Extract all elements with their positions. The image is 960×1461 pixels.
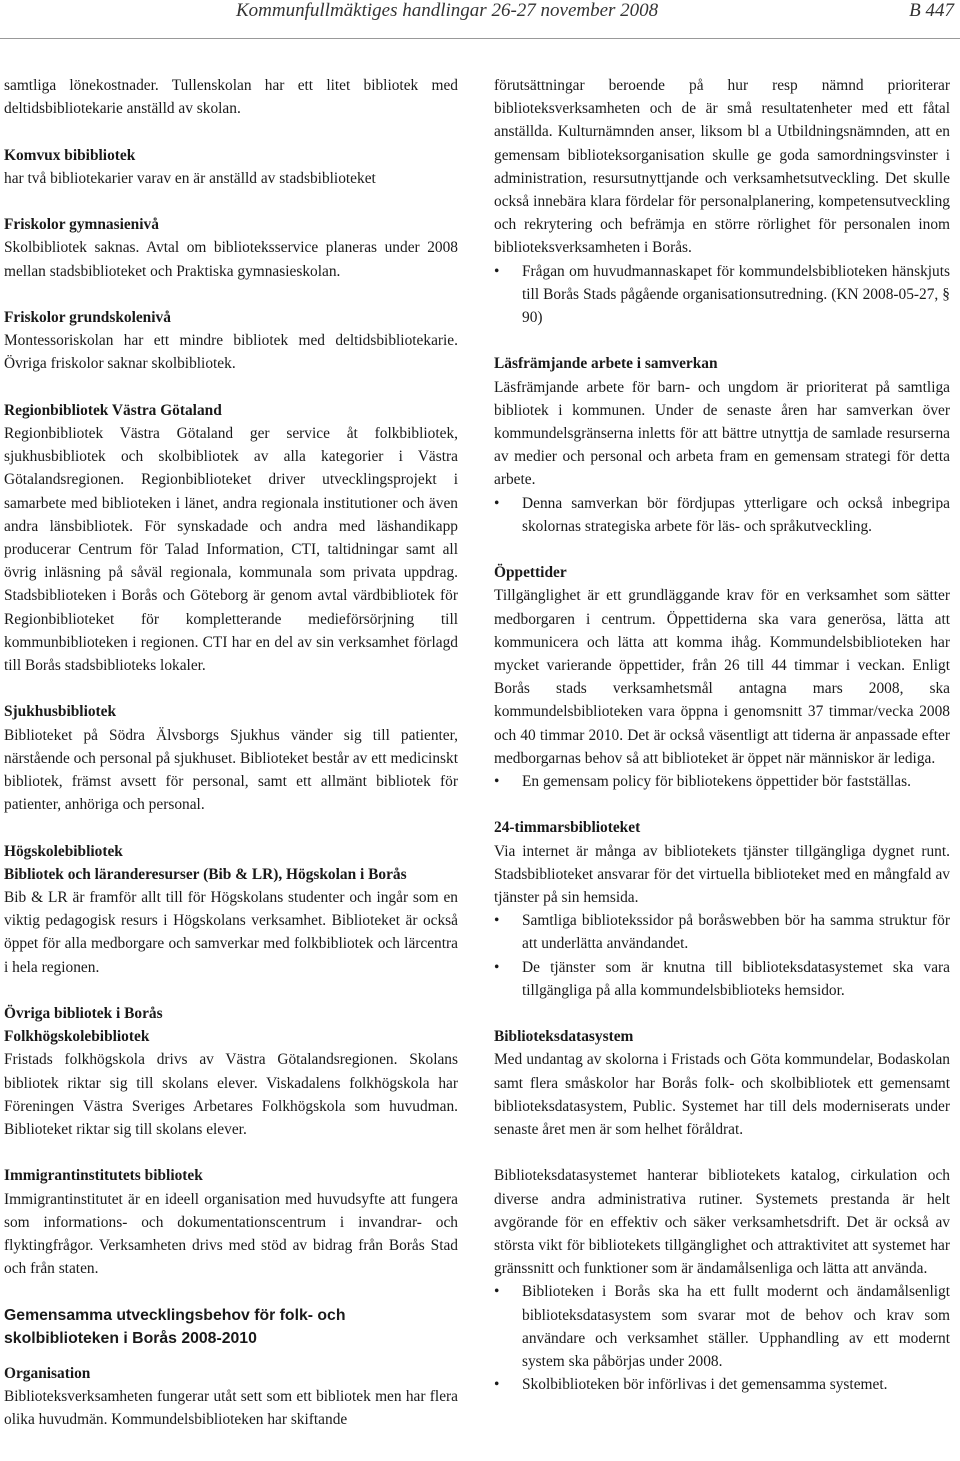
list-item: • Frågan om huvudmannaskapet för kommundelsbiblioteken hänskjuts till Borås Stads pågående organisationsutredning. (KN 2008-05-27, § 90) <box>494 260 950 330</box>
dygnet-runt-paragraph: Via internet är många av bibliotekets tjänster tillgängliga dygnet runt. Stadsbiblioteket ansvarar för det virtuella biblioteket med en mångfald av tjänster på sin hemsida. <box>494 842 950 907</box>
gymnasium-paragraph: Skolbibliotek saknas. Avtal om biblioteksservice planeras under 2008 mellan stadsbiblioteket och Praktiska gymnasieskolan. <box>4 239 458 280</box>
immigrant-heading: Immigrantinstitutets bibliotek <box>4 1167 203 1185</box>
bullet-list <box>494 1280 950 1396</box>
immigrant-paragraph: Immigrantinstitutet är en ideell organisation med huvudsyfte att fungera som informations- och dokumentationscentrum i invandrar- och flyktingfrågor. Verksamheten drivs med stöd av bidrag från Borås Stad och från staten. <box>4 1190 458 1278</box>
oppettider-heading: Öppettider <box>494 564 567 582</box>
bullet-list <box>494 492 950 538</box>
lasframjande-heading: Läsfrämjande arbete i samverkan <box>494 355 718 373</box>
dygnet-runt-heading: 24-timmarsbiblioteket <box>494 819 641 837</box>
oppettider-paragraph: Tillgänglighet är ett grundläggande krav för en verksamhet som sätter medborgaren i centrum. Öppettiderna ska vara generösa, lätta att kommunicera och lätta att komma ihåg. Kommundelsbiblioteken har mycket varierande öppettider, från 26 till 44 timmar i veckan. Enligt Borås stads verksamhetsmål antagna mars 2008, ska kommundelsbiblioteken vara öppna i genomsnitt 37 timmar/vecka 2008 och 40 timmar 2010. Det är också väsentligt att tiderna är anpassade efter medborgarnas behov så att biblioteket är öppet när människor är lediga. <box>494 587 950 767</box>
grundskola-paragraph: Montessoriskolan har ett mindre bibliotek med deltidsbibliotekarie. Övriga friskolor saknar skolbibliotek. <box>4 332 458 373</box>
continued-paragraph: förutsättningar beroende på hur resp nämnd prioriterar biblioteksverksamheten och de är små resultatenheter med ett fåtal anställda. Kulturnämnden anser, liksom bl a Utbildningsnämnden, att en gemensam biblioteksorganisation skulle ge goda samordningsvinster i administration, resursutnyttjande och verksamhetsutveckling. Det skulle också innebära klara fördelar för personalplanering, kompetensutveckling och rekrytering och befrämja en större rörlighet för personalen inom biblioteksverksamheten i Borås. <box>494 77 950 257</box>
list-item: • Biblioteken i Borås ska ha ett fullt modernt och ändamålsenligt biblioteksdatasystem som svarar mot de behov och krav som användare och verksamhet ställer. Upphandling av ett modernt system ska påbörjas under 2008. <box>494 1280 950 1373</box>
sjukhus-paragraph: Biblioteket på Södra Älvsborgs Sjukhus vänder sig till patienter, närstående och personal på sjukhuset. Biblioteket består av ett medicinskt bibliotek, främst avsett för personal, samt ett allmänt bibliotek för patienter, anhöriga och personal. <box>4 726 458 814</box>
list-item: • Samtliga bibliotekssidor på boråswebben bör ha samma struktur för att underlätta användandet. <box>494 909 950 955</box>
bullet-list <box>494 909 950 1002</box>
folkhogskola-heading: Folkhögskolebibliotek <box>4 1028 150 1046</box>
intro-paragraph: samtliga lönekostnader. Tullenskolan har ett litet bibliotek med deltidsbibliotekarie anställd av skolan. <box>4 77 458 118</box>
region-heading: Regionbibliotek Västra Götaland <box>4 401 222 419</box>
list-item: • En gemensam policy för bibliotekens öppettider bör fastställas. <box>494 770 950 793</box>
organisation-heading: Organisation <box>4 1364 91 1382</box>
region-paragraph: Regionbibliotek Västra Götaland ger service åt folkbibliotek, sjukhusbibliotek och skolbibliotek av alla kategorier i Västra Götalandsregionen. Regionbiblioteket driver utvecklingsprojekt i samarbete med biblioteken i länet, andra regionala institutioner och även andra länsbibliotek. För synskadade och andra med läshandikapp producerar Centrum för Talad Information, CTI, taltidningar samt all övrig inläsning på såväl regionala, kommunala som privata uppdrag. Stadsbiblioteken i Borås och Göteborg är genom avtal värdbibliotek för Regionbiblioteket för kompletterande medieförsörjning till kommunbiblioteken i regionen. CTI har en del av sin verksamhet förlagd till Borås stadsbiblioteks lokaler. <box>4 424 458 675</box>
gymnasium-heading: Friskolor gymnasienivå <box>4 216 159 234</box>
komvux-paragraph: har två bibliotekarier varav en är anställd av stadsbiblioteket <box>4 169 376 187</box>
datasystem-heading: Biblioteksdatasystem <box>494 1028 634 1046</box>
folkhogskola-paragraph: Fristads folkhögskola drivs av Västra Götalandsregionen. Skolans bibliotek riktar sig till skolans elever. Viskadalens folkhögskola har Föreningen Västra Sveriges Arbetares Folkhögskola som huvudman. Biblioteket riktar sig till skolans elever. <box>4 1051 458 1139</box>
page-header <box>0 0 960 39</box>
gemensamma-heading: Gemensamma utvecklingsbehov för folk- och skolbiblioteken i Borås 2008-2010 <box>4 1306 346 1347</box>
bullet-list <box>494 770 950 793</box>
document-title: Kommunfullmäktiges handlingar 26-27 november 2008 <box>236 0 659 21</box>
page-number: B 447 <box>909 0 954 21</box>
lasframjande-paragraph: Läsfrämjande arbete för barn- och ungdom är prioriterat på samtliga bibliotek i kommunen. Under de senaste åren har samverkan över kommundelsgränserna inletts för att bättre utnyttja de samlade resurserna av medier och personal och arbeta fram en gemensam strategi för detta arbete. <box>494 378 950 489</box>
list-item: • De tjänster som är knutna till biblioteksdatasystemet ska vara tillgängliga på alla kommundelsbiblioteks hemsidor. <box>494 956 950 1002</box>
ovriga-heading: Övriga bibliotek i Borås <box>4 1005 163 1023</box>
list-item: • Denna samverkan bör fördjupas ytterligare och också inbegripa skolornas strategiska arbete för läs- och språkutveckling. <box>494 492 950 538</box>
left-column <box>4 74 458 1431</box>
organisation-paragraph: Biblioteksverksamheten fungerar utåt sett som ett bibliotek men har flera olika huvudmän. Kommundelsbiblioteken har skiftande <box>4 1387 458 1429</box>
list-item: • Skolbiblioteken bör införlivas i det gemensamma systemet. <box>494 1373 950 1396</box>
datasystem-paragraph: Med undantag av skolorna i Fristads och Göta kommundelar, Bodaskolan samt flera småskolor har Borås folk- och skolbibliotek ett gemensamt biblioteksdatasystem, Public. Systemet har till dels moderniserats under senaste året men är som helhet föråldrat. <box>494 1051 950 1139</box>
hogskola-heading: Högskolebibliotek <box>4 842 123 860</box>
sjukhus-heading: Sjukhusbibliotek <box>4 703 117 721</box>
bullet-list <box>494 260 950 330</box>
hogskola-paragraph: Bib & LR är framför allt till för Högskolans studenter och ingår som en viktig pedagogisk resurs i Högskolans verksamhet. Biblioteket är också öppet för alla medborgare och samverkar med folkbibliotek och lärcentra i hela regionen. <box>4 889 458 976</box>
grundskola-heading: Friskolor grundskolenivå <box>4 308 171 326</box>
datasystem-paragraph-2: Biblioteksdatasystemet hanterar bibliotekets katalog, cirkulation och diverse andra administrativa rutiner. Systemets prestanda är helt avgörande för en effektiv och säker verksamhetsdrift. Det är också av största vikt för bibliotekets tillgänglighet och attraktivitet att systemet har gränssnitt och funktioner som är ändamålsenliga och lätta att använda. <box>494 1167 950 1278</box>
komvux-heading: Komvux bibibliotek <box>4 146 136 164</box>
right-column <box>494 74 950 1397</box>
hogskola-subheading: Bibliotek och läranderesurser (Bib & LR), Högskolan i Borås <box>4 865 407 883</box>
